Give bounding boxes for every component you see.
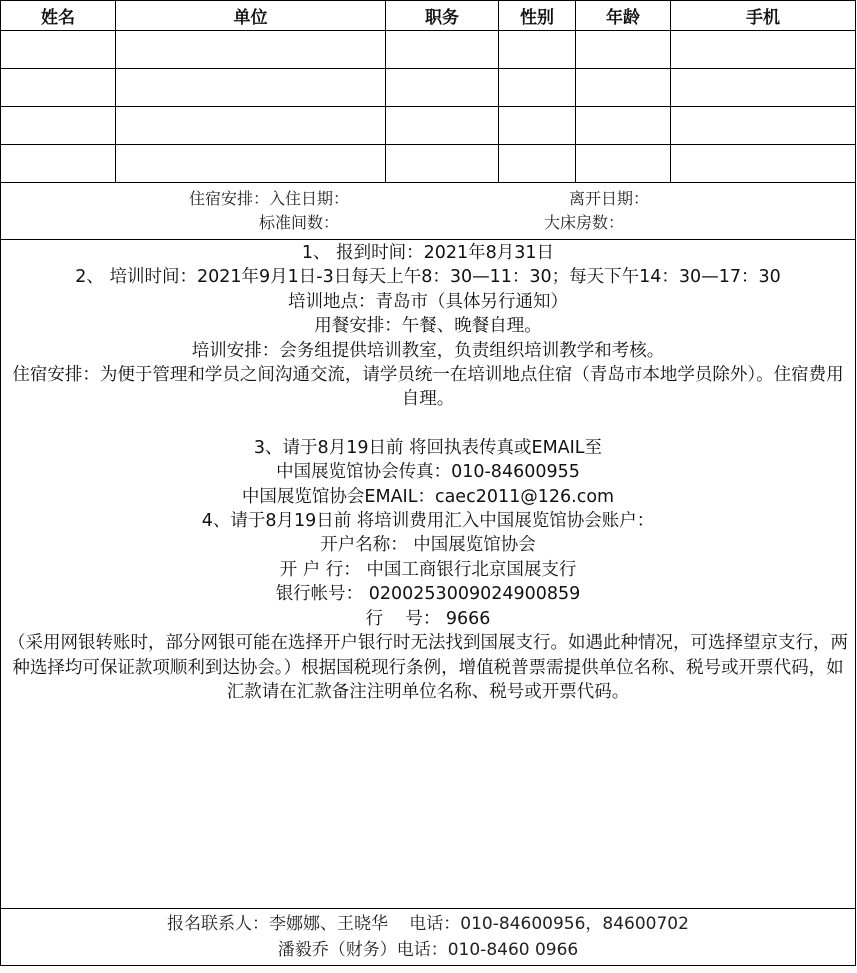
mobile-cell[interactable]	[671, 69, 856, 107]
contact-line-2	[1, 937, 855, 963]
transfer-note: （采用网银转账时，部分网银可能在选择开户银行时无法找到国展支行。如遇此种情况，可选择望京支行，两种选择均可保证款项顺利到达协会。）根据国税现行条例，增值税普票需提供单位名称、税号或开票代码，如汇款请在汇款备注注明单位名称、税号或开票代码。	[8, 633, 848, 702]
contact-line-1	[1, 911, 855, 937]
finance-phone: 010-8460 0966	[447, 940, 579, 960]
header-unit: 单位	[116, 1, 386, 31]
unit-cell[interactable]	[116, 69, 386, 107]
name-cell[interactable]	[1, 69, 116, 107]
header-row	[1, 1, 856, 31]
training-time-item: 2、 培训时间：2021年9月1日-3日每天上午8：30—11：30；每天下午14：30—17：30	[75, 267, 781, 288]
lodging-cell	[1, 183, 856, 240]
gender-cell[interactable]	[499, 31, 576, 69]
training-location: 培训地点：青岛市（具体另行通知）	[288, 291, 568, 312]
table-row	[1, 69, 856, 107]
account-number: 银行帐号： 0200253009024900859	[275, 584, 581, 605]
header-name: 姓名	[1, 1, 116, 31]
training-arrangement: 培训安排：会务组提供培训教室，负责组织培训教学和考核。	[191, 340, 665, 361]
email-address: 中国展览馆协会EMAIL：caec2011@126.com	[241, 486, 615, 507]
king-rooms-label: 大床房数：	[544, 213, 625, 232]
fax-number: 中国展览馆协会传真：010-84600955	[276, 462, 580, 483]
accommodation-arrangement: 住宿安排：为便于管理和学员之间沟通交流，请学员统一在培训地点住宿（青岛市本地学员除外）。住宿费用自理。	[12, 365, 844, 410]
age-cell[interactable]	[576, 145, 671, 183]
checkin-time-item: 1、 报到时间：2021年8月31日	[301, 243, 555, 263]
header-mobile: 手机	[671, 1, 856, 31]
gender-cell[interactable]	[499, 107, 576, 145]
header-position: 职务	[386, 1, 499, 31]
spacer	[1, 412, 855, 436]
header-gender: 性别	[499, 1, 576, 31]
contact-phone-label: 电话：	[409, 914, 461, 934]
lodging-label: 住宿安排：	[189, 189, 270, 208]
standard-rooms-label: 标准间数：	[259, 213, 340, 232]
checkin-date-label: 入住日期：	[269, 189, 350, 208]
name-cell[interactable]	[1, 107, 116, 145]
info-content	[1, 240, 855, 704]
info-row	[1, 240, 856, 909]
contact-cell	[1, 909, 856, 966]
lodging-rooms-line	[1, 211, 855, 235]
mobile-cell[interactable]	[671, 31, 856, 69]
contact-phone: 010-84600956，84600702	[460, 914, 689, 934]
contact-person: 报名联系人：李娜娜、王晓华	[167, 914, 389, 934]
finance-contact: 潘毅乔（财务）电话：	[277, 940, 448, 960]
position-cell[interactable]	[386, 107, 499, 145]
age-cell[interactable]	[576, 31, 671, 69]
unit-cell[interactable]	[116, 107, 386, 145]
lodging-dates-line	[1, 187, 855, 211]
mobile-cell[interactable]	[671, 145, 856, 183]
info-cell	[1, 240, 856, 909]
reply-deadline-item: 3、请于8月19日前 将回执表传真或EMAIL至	[253, 437, 603, 458]
header-age: 年龄	[576, 1, 671, 31]
age-cell[interactable]	[576, 69, 671, 107]
age-cell[interactable]	[576, 107, 671, 145]
bank-code: 行 号： 9666	[365, 608, 491, 629]
bank-name: 开 户 行： 中国工商银行北京国展支行	[279, 559, 577, 580]
unit-cell[interactable]	[116, 145, 386, 183]
table-row	[1, 145, 856, 183]
lodging-row	[1, 183, 856, 240]
contact-row	[1, 909, 856, 966]
position-cell[interactable]	[386, 31, 499, 69]
meal-arrangement: 用餐安排：午餐、晚餐自理。	[314, 316, 542, 337]
checkout-date-label: 离开日期：	[569, 189, 650, 208]
mobile-cell[interactable]	[671, 107, 856, 145]
table-row	[1, 31, 856, 69]
unit-cell[interactable]	[116, 31, 386, 69]
payment-deadline-item: 4、请于8月19日前 将培训费用汇入中国展览馆协会账户：	[201, 511, 655, 532]
table-row	[1, 107, 856, 145]
gender-cell[interactable]	[499, 69, 576, 107]
position-cell[interactable]	[386, 145, 499, 183]
gender-cell[interactable]	[499, 145, 576, 183]
name-cell[interactable]	[1, 31, 116, 69]
name-cell[interactable]	[1, 145, 116, 183]
account-name: 开户名称： 中国展览馆协会	[320, 535, 536, 556]
position-cell[interactable]	[386, 69, 499, 107]
